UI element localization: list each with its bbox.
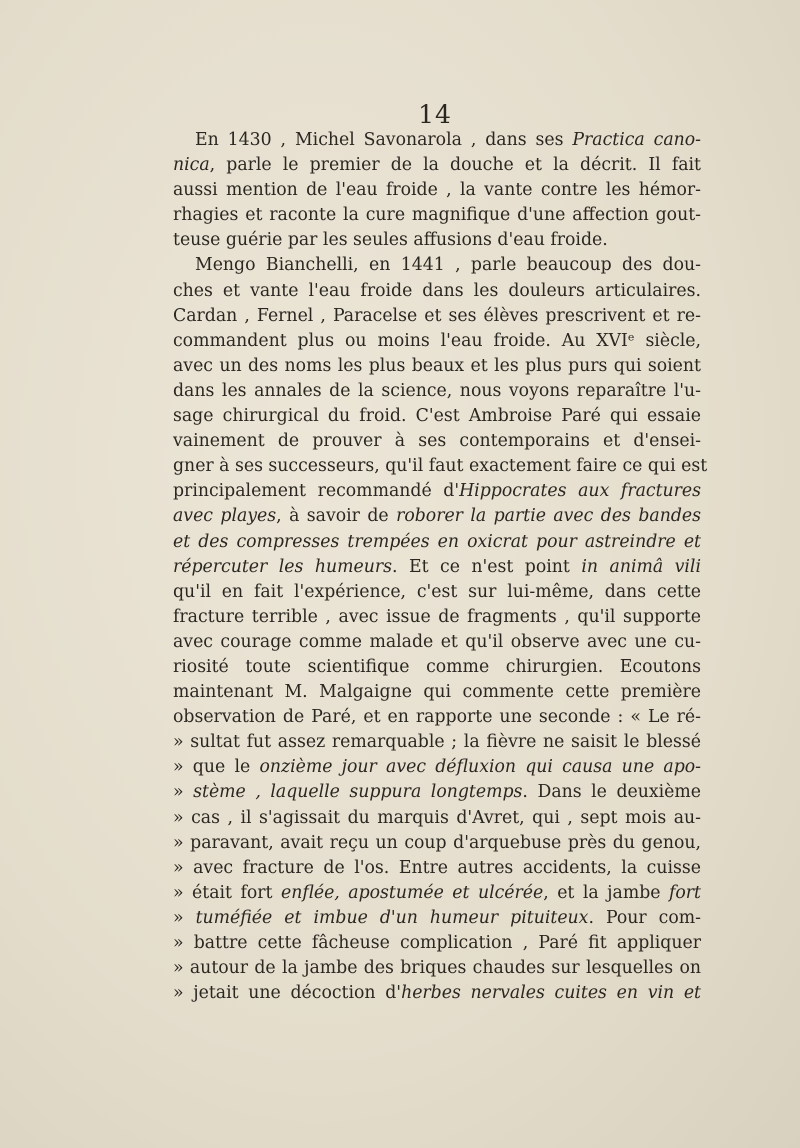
- text-segment: maintenant M. Malgaigne qui commente cette première: [173, 682, 701, 703]
- text-line: [173, 304, 701, 329]
- italic-text: nica: [173, 155, 210, 176]
- text-segment: vainement de prouver à ses contemporains et d'ensei-: [173, 431, 701, 452]
- text-line: [173, 780, 701, 805]
- italic-text: avec playes: [173, 506, 277, 527]
- text-segment: » sultat fut assez remarquable ; la fièvre ne saisit le blessé: [173, 732, 701, 753]
- text-segment: . Dans le deuxième: [522, 782, 701, 803]
- text-line: [173, 354, 701, 379]
- text-segment: qu'il en fait l'expérience, c'est sur lui-même, dans cette: [173, 581, 701, 602]
- italic-text: enflée, apostumée et ulcérée: [280, 882, 544, 903]
- text-segment: , et la jambe: [543, 882, 669, 903]
- italic-text: fort: [668, 882, 701, 903]
- text-segment: ches et vante l'eau froide dans les douleurs articulaires.: [173, 280, 701, 301]
- text-line: [173, 755, 701, 780]
- text-line: [173, 203, 701, 228]
- italic-text: tuméfiée et imbue d'un humeur pituiteux: [195, 907, 589, 928]
- text-segment: principalement recommandé d': [173, 481, 460, 502]
- text-segment: dans les annales de la science, nous voyons reparaître l'u-: [173, 380, 701, 401]
- text-segment: » cas , il s'agissait du marquis d'Avret, qui , sept mois au-: [173, 807, 701, 828]
- text-line: [173, 931, 701, 956]
- italic-text: roborer la partie avec des bandes: [396, 506, 701, 527]
- text-line: [173, 253, 701, 278]
- text-line: [173, 555, 701, 580]
- text-line: [173, 806, 701, 831]
- text-line: [173, 454, 708, 479]
- italic-text: Practica cano-: [572, 130, 702, 150]
- text-segment: commandent plus ou moins l'eau froide. Au XVIᵉ siècle,: [173, 330, 701, 351]
- text-line: [173, 906, 701, 931]
- text-line: [173, 831, 701, 856]
- text-segment: rhagies et raconte la cure magnifique d'une affection gout-: [173, 205, 701, 226]
- italic-text: et des compresses trempées en oxicrat pour astreindre et: [173, 531, 701, 552]
- text-line: [173, 580, 701, 605]
- text-segment: »: [173, 907, 196, 928]
- italic-text: stème , laquelle suppura longtemps: [193, 782, 523, 803]
- text-segment: teuse guérie par les seules affusions d'eau froide.: [173, 230, 608, 251]
- text-line: [173, 279, 701, 304]
- italic-text: Hippocrates aux fractures: [459, 481, 701, 502]
- text-line: [173, 956, 701, 981]
- text-line: [173, 178, 701, 203]
- text-line: [173, 329, 701, 354]
- text-segment: avec un des noms les plus beaux et les plus purs qui soient: [173, 355, 701, 376]
- text-segment: avec courage comme malade et qu'il observe avec une cu-: [173, 631, 701, 652]
- text-line: [173, 128, 701, 153]
- text-line: [173, 153, 701, 178]
- italic-text: onzième jour avec défluxion qui causa une apo-: [259, 757, 702, 778]
- text-line: [173, 429, 701, 454]
- text-line: [173, 730, 701, 755]
- italic-text: in animâ vili: [581, 556, 701, 577]
- text-segment: » autour de la jambe des briques chaudes sur lesquelles on: [173, 958, 701, 979]
- text-line: [173, 404, 701, 429]
- text-segment: » battre cette fâcheuse complication , Paré fit appliquer: [173, 933, 701, 953]
- text-segment: » paravant, avait reçu un coup d'arquebuse près du genou,: [173, 832, 701, 853]
- text-segment: gner à ses successeurs, qu'il faut exactement faire ce qui est: [173, 456, 708, 477]
- text-line: [173, 856, 701, 881]
- text-line: [173, 680, 701, 705]
- text-segment: En 1430 , Michel Savonarola , dans ses: [195, 130, 573, 150]
- text-segment: aussi mention de l'eau froide , la vante contre les hémor-: [173, 180, 701, 201]
- text-segment: . Pour com-: [588, 907, 701, 928]
- text-line: [173, 881, 701, 906]
- text-line: [173, 228, 701, 253]
- text-segment: » était fort: [173, 882, 281, 903]
- text-line: [173, 655, 701, 680]
- text-line: [173, 705, 701, 730]
- text-segment: » que le: [173, 757, 260, 778]
- text-line: [173, 605, 701, 630]
- page-number: 14: [418, 100, 452, 129]
- text-line: [173, 981, 701, 1006]
- text-segment: , parle le premier de la douche et la décrit. Il fait: [209, 155, 701, 176]
- text-segment: riosité toute scientifique comme chirurgien. Ecoutons: [173, 656, 701, 677]
- text-line: [173, 479, 701, 504]
- text-segment: » avec fracture de l'os. Entre autres accidents, la cuisse: [173, 857, 701, 878]
- text-line: [173, 379, 701, 404]
- body-text: [173, 128, 708, 1006]
- italic-text: herbes nervales cuites en vin et: [401, 983, 701, 1004]
- text-line: [173, 530, 701, 555]
- text-segment: Mengo Bianchelli, en 1441 , parle beaucoup des dou-: [195, 255, 701, 276]
- text-segment: , à savoir de: [276, 506, 397, 527]
- text-segment: »: [173, 782, 194, 803]
- text-segment: . Et ce n'est point: [392, 556, 582, 577]
- text-segment: fracture terrible , avec issue de fragments , qu'il supporte: [173, 606, 701, 627]
- text-segment: sage chirurgical du froid. C'est Ambroise Paré qui essaie: [173, 406, 701, 427]
- text-line: [173, 504, 701, 529]
- text-segment: observation de Paré, et en rapporte une seconde : « Le ré-: [173, 707, 701, 728]
- text-segment: » jetait une décoction d': [173, 983, 402, 1004]
- text-segment: Cardan , Fernel , Paracelse et ses élèves prescrivent et re-: [173, 305, 701, 326]
- text-line: [173, 630, 701, 655]
- italic-text: répercuter les humeurs: [173, 556, 392, 577]
